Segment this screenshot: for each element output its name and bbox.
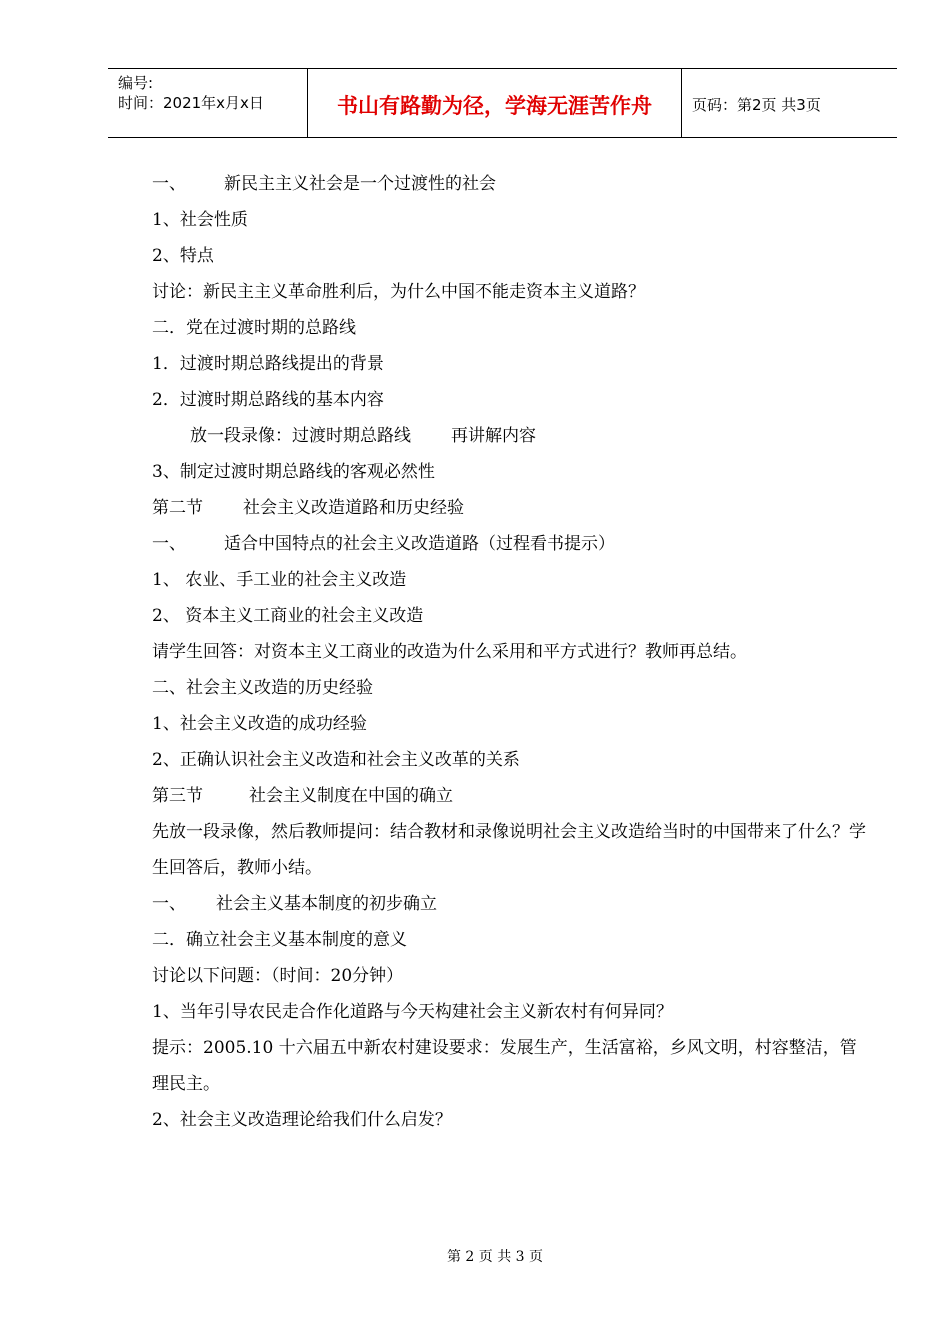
line-14: 请学生回答：对资本主义工商业的改造为什么采用和平方式进行？教师再总结。 [152,642,747,662]
header-left-cell [108,69,308,137]
line-7: 2．过渡时期总路线的基本内容 [152,390,384,410]
document-body [152,166,872,1138]
line-15: 二、社会主义改造的历史经验 [152,678,373,698]
line-9: 3、制定过渡时期总路线的客观必然性 [152,462,435,482]
header-table [108,68,897,138]
line-17: 2、正确认识社会主义改造和社会主义改革的关系 [152,750,520,770]
line-16: 1、社会主义改造的成功经验 [152,714,367,734]
line-21: 二．确立社会主义基本制度的意义 [152,930,407,950]
date-label: 时间：2021年x月x日 [118,94,264,112]
line-25: 2、社会主义改造理论给我们什么启发？ [152,1110,452,1130]
line-24: 提示：2005.10 十六届五中新农村建设要求：发展生产，生活富裕，乡风文明，村容整洁，管理民主。 [152,1038,857,1094]
line-1: 一、 新民主主义社会是一个过渡性的社会 [152,174,496,194]
line-22: 讨论以下问题：（时间：20分钟） [152,966,404,986]
line-3: 2、特点 [152,246,214,266]
line-4: 讨论：新民主主义革命胜利后，为什么中国不能走资本主义道路？ [152,282,645,302]
line-2: 1、社会性质 [152,210,248,230]
line-20: 一、 社会主义基本制度的初步确立 [152,894,437,914]
page-label-cell [682,69,897,137]
line-23: 1、当年引导农民走合作化道路与今天构建社会主义新农村有何异同？ [152,1002,673,1022]
page-label: 页码：第2页 共3页 [692,95,821,114]
line-6: 1．过渡时期总路线提出的背景 [152,354,384,374]
line-19: 先放一段录像，然后教师提问：结合教材和录像说明社会主义改造给当时的中国带来了什么？学生回答后，教师小结。 [152,822,866,878]
motto-cell [308,69,682,137]
number-label: 编号: [118,74,154,92]
line-12: 1、 农业、手工业的社会主义改造 [152,570,407,590]
line-11: 一、 适合中国特点的社会主义改造道路（过程看书提示） [152,534,615,554]
line-5: 二．党在过渡时期的总路线 [152,318,356,338]
line-13: 2、 资本主义工商业的社会主义改造 [152,606,424,626]
line-8: 放一段录像：过渡时期总路线 再讲解内容 [190,426,536,446]
section-heading-2: 第二节 社会主义改造道路和历史经验 [152,498,464,518]
motto: 书山有路勤为径，学海无涯苦作舟 [337,94,652,118]
section-heading-3: 第三节 社会主义制度在中国的确立 [152,786,453,806]
page-footer: 第 2 页 共 3 页 [446,1249,544,1265]
